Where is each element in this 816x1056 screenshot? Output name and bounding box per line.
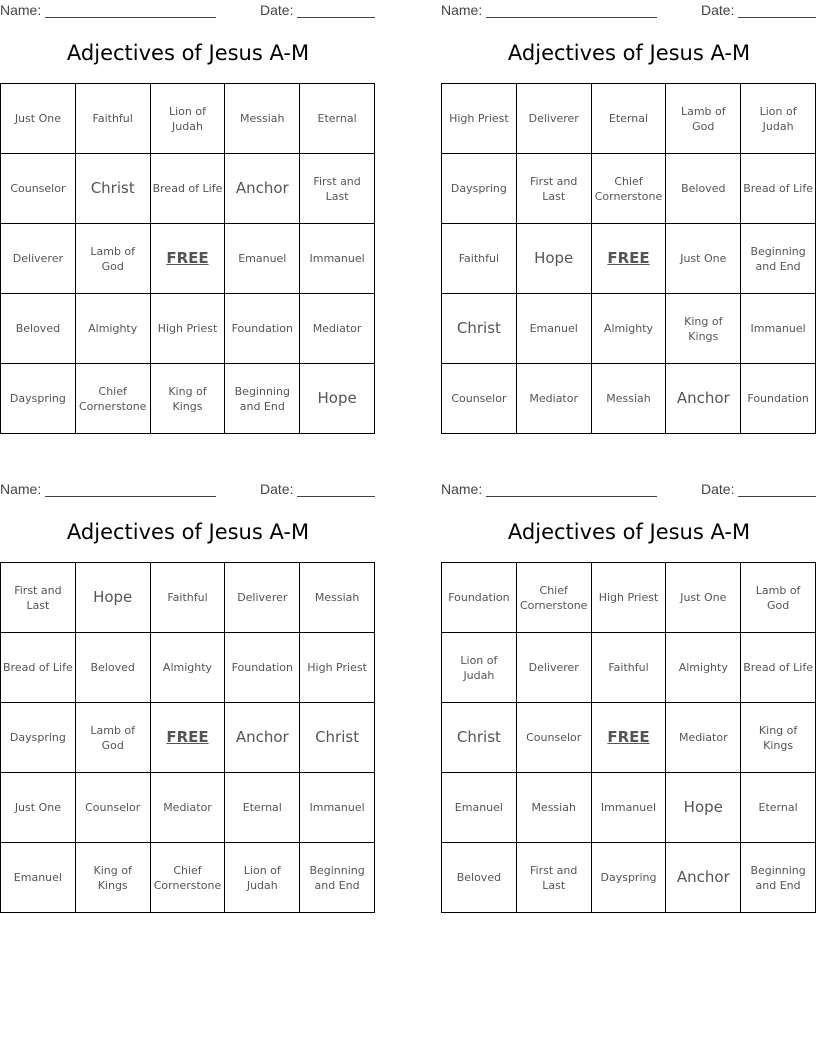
bingo-cell: Bread of Life: [151, 154, 226, 224]
bingo-cell: Lamb of God: [741, 563, 816, 633]
bingo-cell: Foundation: [442, 563, 517, 633]
bingo-cell: Hope: [76, 563, 151, 633]
bingo-cell: Lion of Judah: [442, 633, 517, 703]
bingo-cell: Counselor: [76, 773, 151, 843]
bingo-cell: Hope: [517, 224, 592, 294]
bingo-cell: Mediator: [517, 364, 592, 434]
bingo-cell: Mediator: [151, 773, 226, 843]
bingo-cell: Foundation: [225, 633, 300, 703]
date-label: Date:: [260, 2, 294, 18]
bingo-grid: [0, 562, 375, 913]
bingo-cell: First and Last: [300, 154, 375, 224]
bingo-cell: Dayspring: [1, 364, 76, 434]
bingo-cell: Beloved: [666, 154, 741, 224]
bingo-cell: Beloved: [442, 843, 517, 913]
bingo-card-2: [441, 0, 816, 430]
date-line: [738, 496, 816, 497]
bingo-cell: Eternal: [592, 84, 667, 154]
bingo-cell: Christ: [76, 154, 151, 224]
bingo-cell: Almighty: [151, 633, 226, 703]
free-space: FREE: [151, 703, 226, 773]
bingo-card-3: [0, 479, 376, 909]
card-header: [441, 481, 816, 501]
bingo-cell: King of Kings: [666, 294, 741, 364]
free-space: FREE: [592, 224, 667, 294]
bingo-cell: Immanuel: [592, 773, 667, 843]
bingo-cell: Lion of Judah: [151, 84, 226, 154]
bingo-cell: Beginning and End: [741, 224, 816, 294]
bingo-cell: First and Last: [517, 843, 592, 913]
bingo-cell: Deliverer: [225, 563, 300, 633]
bingo-cell: Chief Cornerstone: [592, 154, 667, 224]
bingo-cell: Christ: [442, 294, 517, 364]
bingo-cell: Foundation: [225, 294, 300, 364]
bingo-cell: Chief Cornerstone: [76, 364, 151, 434]
bingo-cell: King of Kings: [151, 364, 226, 434]
bingo-cell: Hope: [666, 773, 741, 843]
bingo-cell: Anchor: [225, 154, 300, 224]
bingo-card-4: [441, 479, 816, 909]
card-header: [441, 2, 816, 22]
bingo-cell: Immanuel: [300, 773, 375, 843]
bingo-cell: Faithful: [76, 84, 151, 154]
bingo-cell: Beloved: [76, 633, 151, 703]
bingo-cell: Lion of Judah: [225, 843, 300, 913]
bingo-cell: Dayspring: [592, 843, 667, 913]
card-title: Adjectives of Jesus A-M: [507, 520, 751, 544]
bingo-cell: Messiah: [517, 773, 592, 843]
free-space: FREE: [592, 703, 667, 773]
bingo-cell: High Priest: [151, 294, 226, 364]
bingo-cell: King of Kings: [76, 843, 151, 913]
date-line: [297, 496, 375, 497]
bingo-cell: Chief Cornerstone: [151, 843, 226, 913]
bingo-cell: Lamb of God: [76, 224, 151, 294]
bingo-cell: Christ: [442, 703, 517, 773]
bingo-cell: Almighty: [666, 633, 741, 703]
bingo-cell: Anchor: [666, 843, 741, 913]
card-title: Adjectives of Jesus A-M: [66, 41, 310, 65]
bingo-cell: Lamb of God: [666, 84, 741, 154]
bingo-cell: High Priest: [300, 633, 375, 703]
bingo-cell: Eternal: [741, 773, 816, 843]
date-label: Date:: [701, 2, 735, 18]
bingo-cell: Lion of Judah: [741, 84, 816, 154]
free-space: FREE: [151, 224, 226, 294]
bingo-cell: Just One: [666, 224, 741, 294]
date-label: Date:: [701, 481, 735, 497]
bingo-cell: Almighty: [592, 294, 667, 364]
bingo-cell: Dayspring: [442, 154, 517, 224]
bingo-cell: First and Last: [517, 154, 592, 224]
name-label: Name:: [441, 481, 483, 497]
bingo-cell: Eternal: [300, 84, 375, 154]
bingo-grid: [0, 83, 375, 434]
bingo-cell: Anchor: [225, 703, 300, 773]
bingo-cell: Messiah: [225, 84, 300, 154]
bingo-grid: [441, 83, 816, 434]
bingo-cell: Chief Cornerstone: [517, 563, 592, 633]
bingo-cell: Faithful: [151, 563, 226, 633]
name-label: Name:: [441, 2, 483, 18]
bingo-cell: King of Kings: [741, 703, 816, 773]
bingo-cell: Mediator: [666, 703, 741, 773]
bingo-cell: Mediator: [300, 294, 375, 364]
card-header: [0, 481, 376, 501]
name-line: [486, 17, 657, 18]
bingo-cell: Counselor: [517, 703, 592, 773]
bingo-cell: Faithful: [592, 633, 667, 703]
card-title: Adjectives of Jesus A-M: [507, 41, 751, 65]
bingo-cell: Beginning and End: [741, 843, 816, 913]
bingo-cell: Messiah: [300, 563, 375, 633]
bingo-cell: Immanuel: [300, 224, 375, 294]
card-header: [0, 2, 376, 22]
name-line: [45, 17, 216, 18]
date-line: [738, 17, 816, 18]
bingo-cell: Beginning and End: [300, 843, 375, 913]
bingo-cell: Counselor: [1, 154, 76, 224]
date-line: [297, 17, 375, 18]
bingo-cell: Just One: [666, 563, 741, 633]
bingo-cell: Deliverer: [517, 633, 592, 703]
bingo-cell: Counselor: [442, 364, 517, 434]
bingo-cell: Emanuel: [225, 224, 300, 294]
bingo-cell: Hope: [300, 364, 375, 434]
bingo-cell: Emanuel: [1, 843, 76, 913]
bingo-cell: Foundation: [741, 364, 816, 434]
bingo-cell: Beloved: [1, 294, 76, 364]
bingo-cell: Immanuel: [741, 294, 816, 364]
bingo-grid: [441, 562, 816, 913]
bingo-cell: High Priest: [442, 84, 517, 154]
card-title: Adjectives of Jesus A-M: [66, 520, 310, 544]
bingo-cell: Lamb of God: [76, 703, 151, 773]
name-line: [45, 496, 216, 497]
name-label: Name:: [0, 481, 42, 497]
bingo-cell: Bread of Life: [741, 154, 816, 224]
bingo-cell: Deliverer: [517, 84, 592, 154]
name-label: Name:: [0, 2, 42, 18]
bingo-card-1: [0, 0, 376, 430]
date-label: Date:: [260, 481, 294, 497]
bingo-cell: High Priest: [592, 563, 667, 633]
bingo-cell: Emanuel: [517, 294, 592, 364]
bingo-cell: Just One: [1, 773, 76, 843]
name-line: [486, 496, 657, 497]
bingo-cell: Deliverer: [1, 224, 76, 294]
bingo-cell: Eternal: [225, 773, 300, 843]
bingo-cell: Christ: [300, 703, 375, 773]
bingo-cell: Emanuel: [442, 773, 517, 843]
bingo-cell: Faithful: [442, 224, 517, 294]
bingo-cell: Just One: [1, 84, 76, 154]
bingo-cell: Beginning and End: [225, 364, 300, 434]
bingo-cell: Anchor: [666, 364, 741, 434]
bingo-cell: First and Last: [1, 563, 76, 633]
bingo-cell: Bread of Life: [741, 633, 816, 703]
bingo-cell: Messiah: [592, 364, 667, 434]
bingo-cell: Dayspring: [1, 703, 76, 773]
bingo-cell: Almighty: [76, 294, 151, 364]
bingo-cell: Bread of Life: [1, 633, 76, 703]
